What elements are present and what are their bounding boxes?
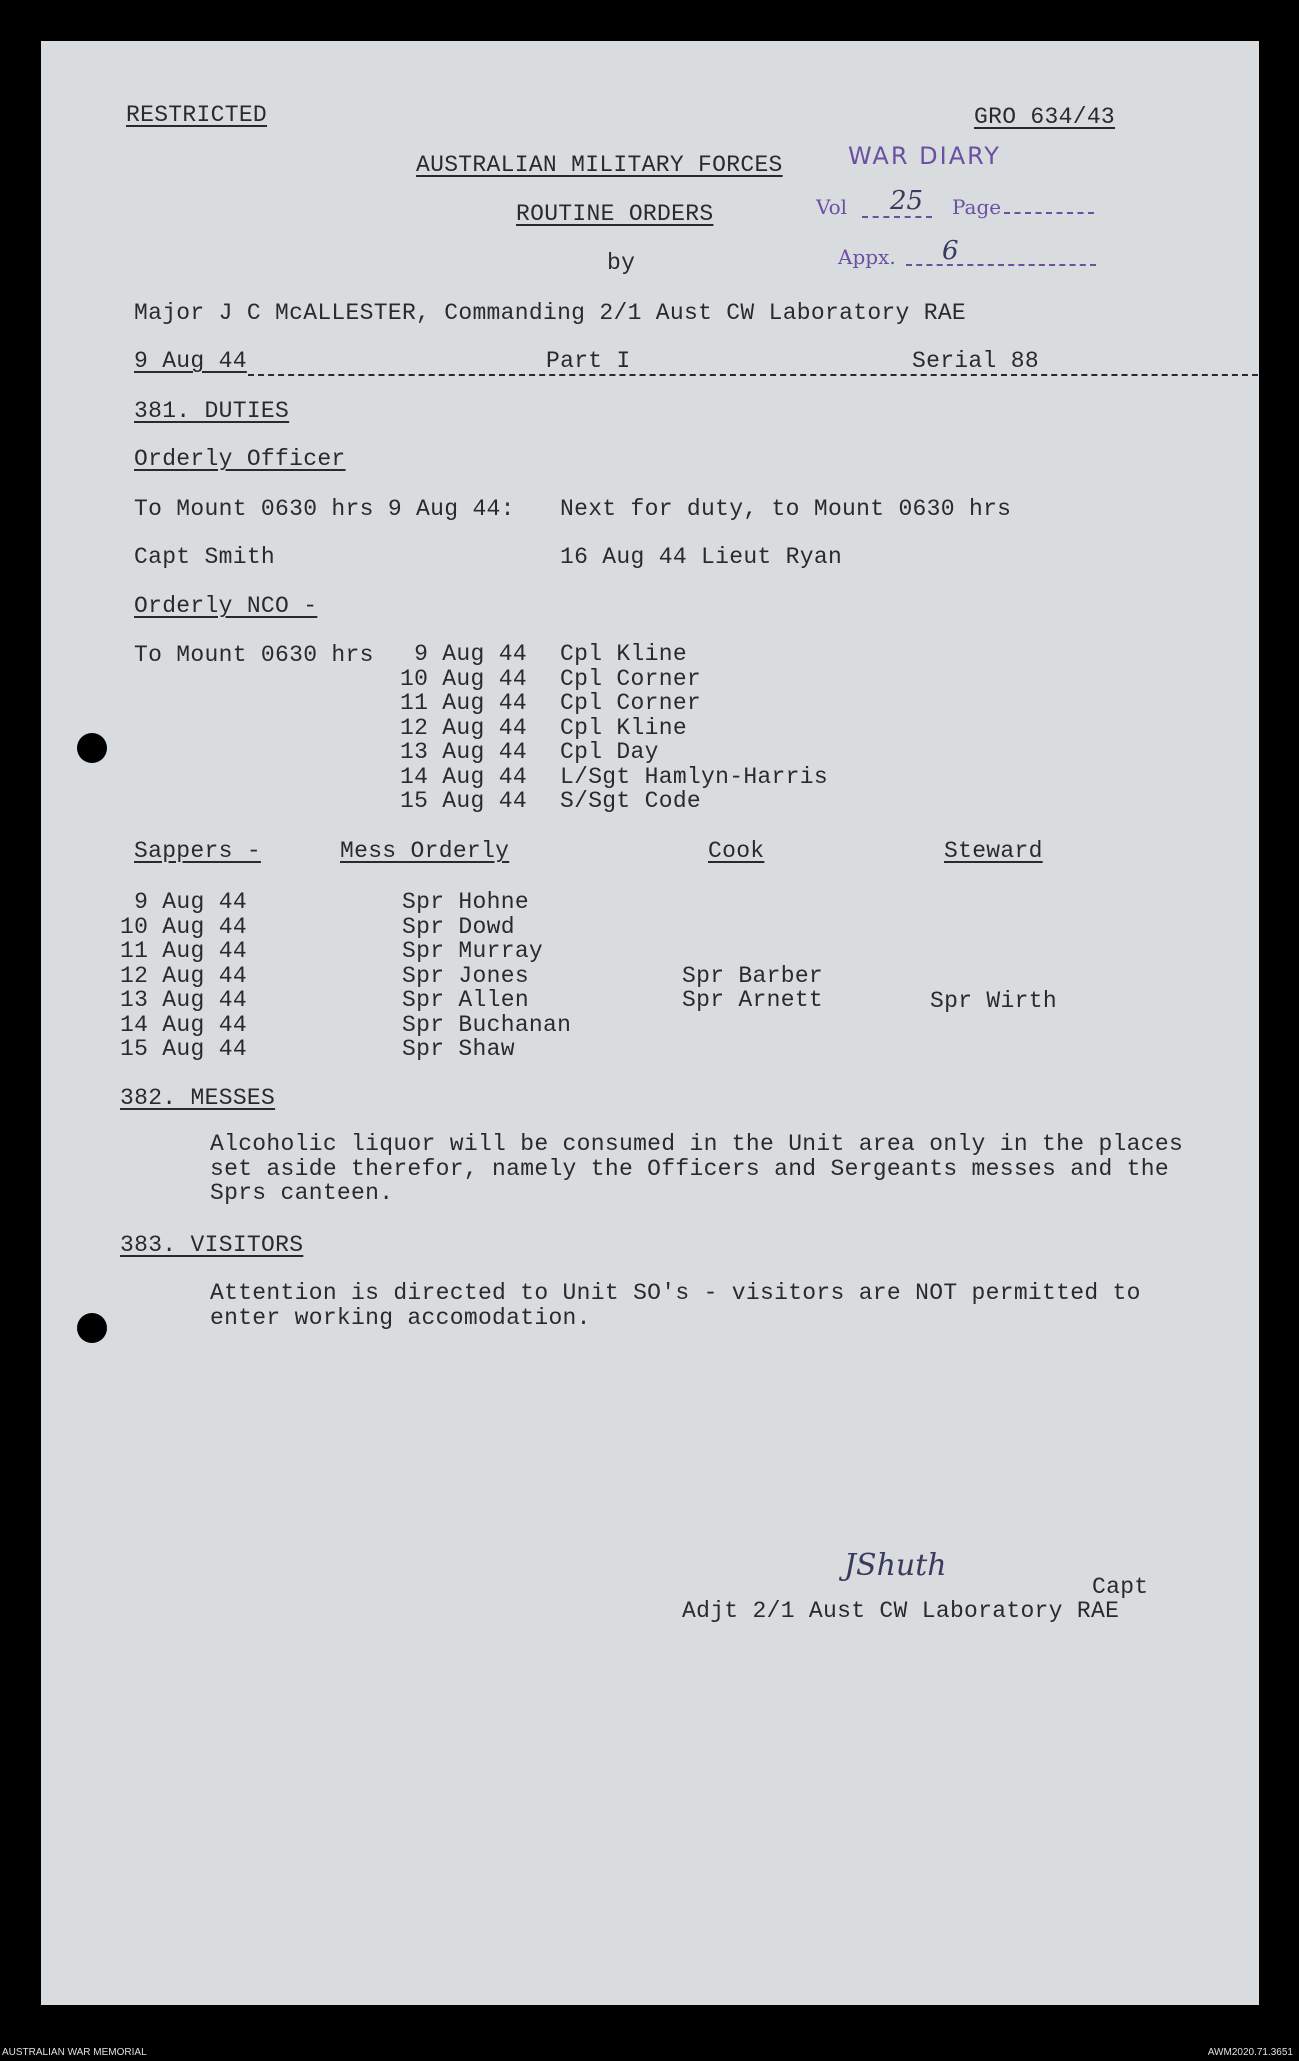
- orderly-nco-dates: [400, 642, 527, 814]
- messes-paragraph: [210, 1132, 1183, 1206]
- orderly-officer-mount: To Mount 0630 hrs 9 Aug 44:: [134, 496, 515, 522]
- sapper-date: 11 Aug 44: [120, 938, 247, 964]
- nco-name: Cpl Corner: [560, 665, 702, 692]
- serial-label: Serial 88: [912, 348, 1039, 374]
- sappers-header: Sappers -: [134, 838, 261, 864]
- signature-rank: Capt: [1092, 1574, 1149, 1600]
- orderly-officer-heading: Orderly Officer: [134, 446, 346, 472]
- orderly-officer-next: 16 Aug 44 Lieut Ryan: [560, 544, 843, 570]
- orderly-officer-next-label: Next for duty, to Mount 0630 hrs: [560, 496, 1012, 522]
- signature-role: Adjt 2/1 Aust CW Laboratory RAE: [682, 1598, 1120, 1624]
- sappers-dates: [120, 890, 247, 1062]
- mess-orderly-name: Spr Dowd: [402, 913, 515, 940]
- mess-orderly-name: Spr Murray: [402, 938, 544, 964]
- nco-date: 13 Aug 44: [400, 739, 527, 765]
- nco-name: Cpl Kline: [560, 641, 687, 667]
- nco-date: 12 Aug 44: [400, 714, 527, 741]
- cook-name: Spr Barber: [682, 962, 824, 989]
- stamp-vol-value: 25: [890, 186, 924, 216]
- orderly-nco-mount-label: To Mount 0630 hrs: [134, 642, 374, 668]
- visitors-line: Attention is directed to Unit SO's - visitors are NOT permitted to: [210, 1280, 1141, 1306]
- steward-name: Spr Wirth: [930, 988, 1057, 1014]
- restricted-label: RESTRICTED: [126, 102, 268, 128]
- mess-orderly-column: [402, 890, 571, 1062]
- commander-line: Major J C McALLESTER, Commanding 2/1 Aust CW Laboratory RAE: [134, 300, 967, 326]
- header-rule: [248, 374, 1258, 376]
- stamp-vol-label: Vol: [816, 195, 848, 219]
- orderly-officer-current: Capt Smith: [134, 544, 276, 570]
- punch-hole-top: [77, 733, 107, 763]
- stamp-appx-label: Appx.: [838, 245, 896, 269]
- sapper-date: 14 Aug 44: [120, 1011, 247, 1038]
- nco-name: L/Sgt Hamlyn-Harris: [560, 763, 828, 790]
- part-label: Part I: [546, 348, 631, 374]
- nco-date: 9 Aug 44: [400, 641, 527, 667]
- document-title: AUSTRALIAN MILITARY FORCES: [416, 152, 783, 178]
- cook-header: Cook: [708, 838, 765, 864]
- nco-date: 10 Aug 44: [400, 665, 527, 692]
- steward-header: Steward: [944, 838, 1043, 864]
- cook-name: Spr Arnett: [682, 987, 824, 1013]
- document-subtitle: ROUTINE ORDERS: [516, 201, 714, 227]
- sapper-date: 12 Aug 44: [120, 962, 247, 989]
- stamp-page-label: Page: [952, 195, 1002, 219]
- orderly-nco-names: [560, 642, 828, 814]
- signature: JShuth: [844, 1548, 947, 1583]
- by-label: by: [607, 250, 636, 276]
- punch-hole-bottom: [77, 1313, 107, 1343]
- nco-name: Cpl Corner: [560, 690, 702, 716]
- nco-name: S/Sgt Code: [560, 788, 702, 814]
- visitors-paragraph: [210, 1281, 1141, 1330]
- sapper-date: 10 Aug 44: [120, 913, 247, 940]
- messes-line: set aside therefor, namely the Officers and Sergeants messes and the: [210, 1155, 1169, 1182]
- order-date: 9 Aug 44: [134, 348, 247, 374]
- section-382-heading: 382. MESSES: [120, 1085, 276, 1111]
- nco-name: Cpl Day: [560, 739, 659, 765]
- section-383-heading: 383. VISITORS: [120, 1232, 304, 1258]
- mess-orderly-header: Mess Orderly: [340, 838, 510, 864]
- nco-date: 14 Aug 44: [400, 763, 527, 790]
- mess-orderly-name: Spr Allen: [402, 987, 529, 1013]
- stamp-appx-value: 6: [942, 236, 959, 266]
- mess-orderly-name: Spr Jones: [402, 962, 529, 989]
- visitors-line: enter working accomodation.: [210, 1304, 591, 1331]
- section-381-heading: 381. DUTIES: [134, 398, 290, 424]
- mess-orderly-name: Spr Shaw: [402, 1036, 515, 1062]
- footer-archive-name: AUSTRALIAN WAR MEMORIAL: [2, 2047, 147, 2058]
- stamp-appx-line: [906, 264, 1096, 266]
- sapper-date: 13 Aug 44: [120, 987, 247, 1013]
- sapper-date: 15 Aug 44: [120, 1036, 247, 1062]
- mess-orderly-name: Spr Buchanan: [402, 1011, 572, 1038]
- war-diary-stamp: WAR DIARY: [848, 142, 1001, 170]
- footer-accession-number: AWM2020.71.3651: [1207, 2047, 1293, 2058]
- cook-column: [682, 964, 823, 1013]
- nco-date: 15 Aug 44: [400, 788, 527, 814]
- stamp-vol-line: [862, 216, 932, 218]
- messes-line: Sprs canteen.: [210, 1180, 394, 1206]
- gro-number: GRO 634/43: [974, 104, 1116, 130]
- nco-name: Cpl Kline: [560, 714, 687, 741]
- nco-date: 11 Aug 44: [400, 690, 527, 716]
- messes-line: Alcoholic liquor will be consumed in the Unit area only in the places: [210, 1131, 1184, 1157]
- stamp-page-line: [1004, 212, 1094, 214]
- sapper-date: 9 Aug 44: [120, 889, 247, 915]
- orderly-nco-heading: Orderly NCO -: [134, 593, 318, 619]
- mess-orderly-name: Spr Hohne: [402, 889, 529, 915]
